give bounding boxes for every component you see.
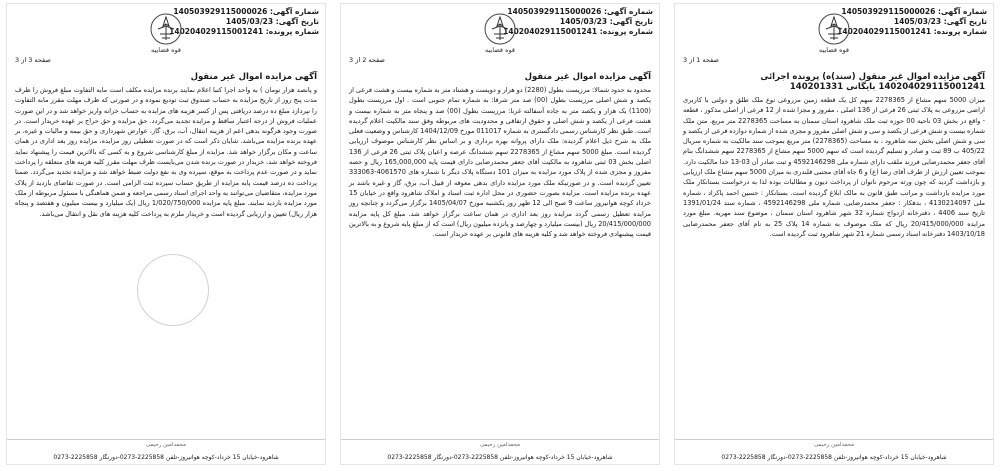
ad-date: تاریخ آگهی: 1405/03/23 <box>559 17 653 26</box>
emblem-caption: قوه قضاییه <box>151 46 181 54</box>
page-number: صفحه 3 از 3 <box>15 56 51 64</box>
notice-body: محدود به حدود شمالا: مرزیست بطول (2280) دو هزار و دویست و هشتاد متر به شماره بیست و هشت فرعی از یکصد و شش اصلی مرزیست بطول (00) صد متر شرقا: به شماره تمام جنوبی است . اول مرزیست بطول (1100) یک هزار و یکصد متر به جاده آسفالته غربا: مرزیست بطول (00) صد و پنجاه متر به شماره بیست و هشت فرعی از یکصد و شش اصلی و حقوق ارتفاقی و محدودیت های مربوطه وفق سند مالکیت اعلام گردیده است. طبق نظر کارشناس رسمی دادگستری به شماره 011017 مورخ 1404/12/09 کارشناس و وضعیت فعلی ملک به شرح ذیل اعلام گردیده: ملک دارای پروانه بهره برداری و بر اساس نظر کارشناس موصوف ارزیابی گردیده است. مبلغ 5000 سهم مشاع از 2278365 سهم ششدانگ عرصه و اعیان پلاک ثبتی 26 فرعی از 136 اصلی بخش 03 ثبتی شاهرود به مالکیت آقای جعفر محمدرضایی دارای قیمت پایه 165,000,000 ریال و حصه مفروز و مجزی شده از پلاک مورد مزایده به میزان 101 دستگاه پلاک دیگر با شماره های 4061570-333063 تعیین گردیده است. و در صورتیکه ملک مورد مزایده دارای بدهی معوقه از قبیل آب، برق، گاز و غیره باشد بر عهده برنده مزایده است. مزایده بصورت حضوری در محل اداره ثبت اسناد و املاک شاهرود واقع در خیابان 15 خرداد کوچه هوانیروز ساعت 9 صبح الی 12 ظهر روز یکشنبه مورخ 1405/04/07 برگزار می‌گردد و چنانچه روز مزایده تعطیل رسمی گردد مزایده روز بعد اداری در همان ساعت برگزار خواهد شد. مبلغ کل پایه مزایده 20/415/000/000 ریال (بیست میلیارد و چهارصد و پانزده میلیون ریال) است که از مبلغ پایه شروع و به بالاترین قیمت پیشنهادی فروخته خواهد شد و کلیه هزینه های قانونی بر عهده خریدار است. <box>349 86 652 239</box>
footer-address: شاهرود-خیابان 15 خرداد-کوچه هوانیروز-تلفن 2225858-0273-دورنگار 2225858-0273 <box>721 454 947 461</box>
page-1 <box>674 3 994 465</box>
file-number: شماره پرونده: 140204029115001241 <box>169 27 319 36</box>
ad-number: شماره آگهی: 140503929115000026 <box>507 7 653 16</box>
signature-text: محمدامین رحیمی <box>145 442 187 448</box>
ad-date: تاریخ آگهی: 1405/03/23 <box>893 17 987 26</box>
page-header <box>7 4 325 70</box>
page-number: صفحه 2 از 3 <box>349 56 385 64</box>
signature-text: محمدامین رحیمی <box>479 442 521 448</box>
header-meta <box>503 7 653 37</box>
emblem-caption: قوه قضاییه <box>819 46 849 54</box>
file-number: شماره پرونده: 140204029115001241 <box>837 27 987 36</box>
header-meta <box>837 7 987 37</box>
ad-number: شماره آگهی: 140503929115000026 <box>841 7 987 16</box>
ad-date: تاریخ آگهی: 1405/03/23 <box>225 17 319 26</box>
page-header <box>341 4 659 70</box>
signature-text: محمدامین رحیمی <box>813 442 855 448</box>
page-3 <box>6 3 326 465</box>
footer-address: شاهرود-خیابان 15 خرداد-کوچه هوانیروز-تلفن 2225858-0273-دورنگار 2225858-0273 <box>53 454 279 461</box>
notice-body: و پانصد هزار تومان ) به واحد اجرا کتبا اعلام نمایند برنده مزایده مکلف است مابه التفاوت مبلغ فروش را ظرف مدت پنج روز از تاریخ مزایده به حساب صندوق ثبت تودیع نموده و در صورتی که ظرف مهلت مقرر مابه التفاوت را نپردازد مبلغ ده درصد دریافتی پس از کسر هزینه های مزایده به حساب خزانه واریز خواهد شد و در این صورت عملیات فروش از درجه اعتبار ساقط و مزایده تجدید می‌گردد. حق مزایده و حق حراج بر عهده خریدار است. در صورت وجود هرگونه بدهی اعم از هزینه انتقال، آب، برق، گاز، عوارض شهرداری و حق بیمه و مالیات و غیره، بر عهده برنده مزایده می‌باشد. شایان ذکر است که در صورت تعطیلی روز مزایده، مزایده روز بعد اداری در همان ساعت و مکان برگزار خواهد شد. مزایده از مبلغ کارشناسی شروع و به کسی که بالاترین قیمت را پیشنهاد نماید فروخته خواهد شد. خریدار در صورت برنده شدن می‌بایست ظرف مهلت مقرر کلیه هزینه های متعلقه را پرداخت نماید و در صورت عدم پرداخت به موقع، سپرده وی به نفع دولت ضبط خواهد شد و مزایده تجدید می‌گردد. ضمنا پرداخت ده درصد قیمت پایه مزایده از طریق حساب سپرده ثبت الزامی است. در صورت تقاضای بازدید از پلاک مورد مزایده، متقاضیان می‌توانند به واحد اجرای اسناد رسمی مراجعه و ضمن هماهنگی با مسئول مربوطه از ملک مورد مزایده بازدید نمایند. مبلغ پایه مزایده 1/020/750/000 ریال (یک میلیارد و بیست میلیون و هفتصد و پنجاه هزار ریال) تعیین و ارزیابی گردیده است و خریدار ملزم به پرداخت کلیه هزینه های نقل و انتقال می‌باشد. <box>15 86 317 218</box>
file-number: شماره پرونده: 140204029115001241 <box>503 27 653 36</box>
footer-address: شاهرود-خیابان 15 خرداد-کوچه هوانیروز-تلفن 2225858-0273-دورنگار 2225858-0273 <box>387 454 613 461</box>
header-meta <box>169 7 319 37</box>
seal-stamp <box>137 254 209 326</box>
page-2 <box>340 3 660 465</box>
ad-number: شماره آگهی: 140503929115000026 <box>173 7 319 16</box>
page-header <box>675 4 993 70</box>
judiciary-emblem-icon <box>149 12 183 46</box>
notice-title: آگهی مزایده اموال غیر منقول (سند)ه) پرونده اجرائی 140204029115001241 بایگانی 140201331 <box>760 72 985 92</box>
page-number: صفحه 1 از 3 <box>683 56 719 64</box>
page-footer <box>7 439 325 464</box>
notice-title: آگهی مزایده اموال غیر منقول <box>190 72 317 82</box>
page-footer <box>675 439 993 464</box>
page-footer <box>341 439 659 464</box>
judiciary-emblem-icon <box>817 12 851 46</box>
notice-title: آگهی مزایده اموال غیر منقول <box>524 72 651 82</box>
emblem-caption: قوه قضاییه <box>485 46 515 54</box>
judiciary-emblem-icon <box>483 12 517 46</box>
notice-body: میزان 5000 سهم مشاع از 2278365 سهم کل یک قطعه زمین مزروعی نوع ملک طلق و دولتی با کاربری اراضی مزروعی به پلاک ثبتی 26 فرعی از 136 اصلی ، مفروز و مجزا شده از 12 فرعی از اصلی مذکور ، قطعه - واقع در بخش 03 ناحیه 00 حوزه ثبت ملک شاهرود استان سمنان به مساحت 2278365 متر مربع. متن ملک شماره بیست و شش فرعی از یکصد و سی و شش اصلی مفروز و مجزی شده از شماره دوازده فرعی از یکصد و سی و شش اصلی بخش سه شاهرود ، به مساحت (2278365) متر مربع بموجب سند مالکیت به شماره سریال 405/22 ب 89 ثبت و صادر و تسلیم گردیده است که سهم 5000 سهم مشاع از 2278365 سهم ششدانگ بنام آقای جعفر محمدرضایی فرزند ملقب دارای شماره ملی 4592146298 و ثبت صادر آن 03-13 خدا مالکیت دارد. بموجب تعیین ارزش از طرف آقای رضا (ع) و 6 جاه آقای مجتبی قلندری به میزان 5000 سهم مشاع ملک ارزیابی و بازداشت گردید که چون ورثه مرحوم ناتوان از پرداخت دیون و مطالبات بوده لذا به درخواست بستانکار ملک مورد مزایده بازداشت و مراتب طبق قانون به مالک ابلاغ گردیده است. بستانکار : حسین احمد پاکزاد ، شماره ملی 4130214097 ، بدهکار : جعفر محمدرضایی، شماره ملی 4592146298 ، شماره سند 1391/01/24 تاریخ سند 4406 ، دفترخانه ازدواج شماره 32 شهر شاهرود استان سمنان ، موضوع سند مهریه. مبلغ مورد مزایده 20/415/000/000 ریال که ملک موصوف به شماره 14 پلاک 25 به نام آقای جعفر محمدرضایی 1403/10/18 دفترخانه اسناد رسمی شماره 21 شهر شاهرود ثبت گردیده است. <box>683 96 985 238</box>
